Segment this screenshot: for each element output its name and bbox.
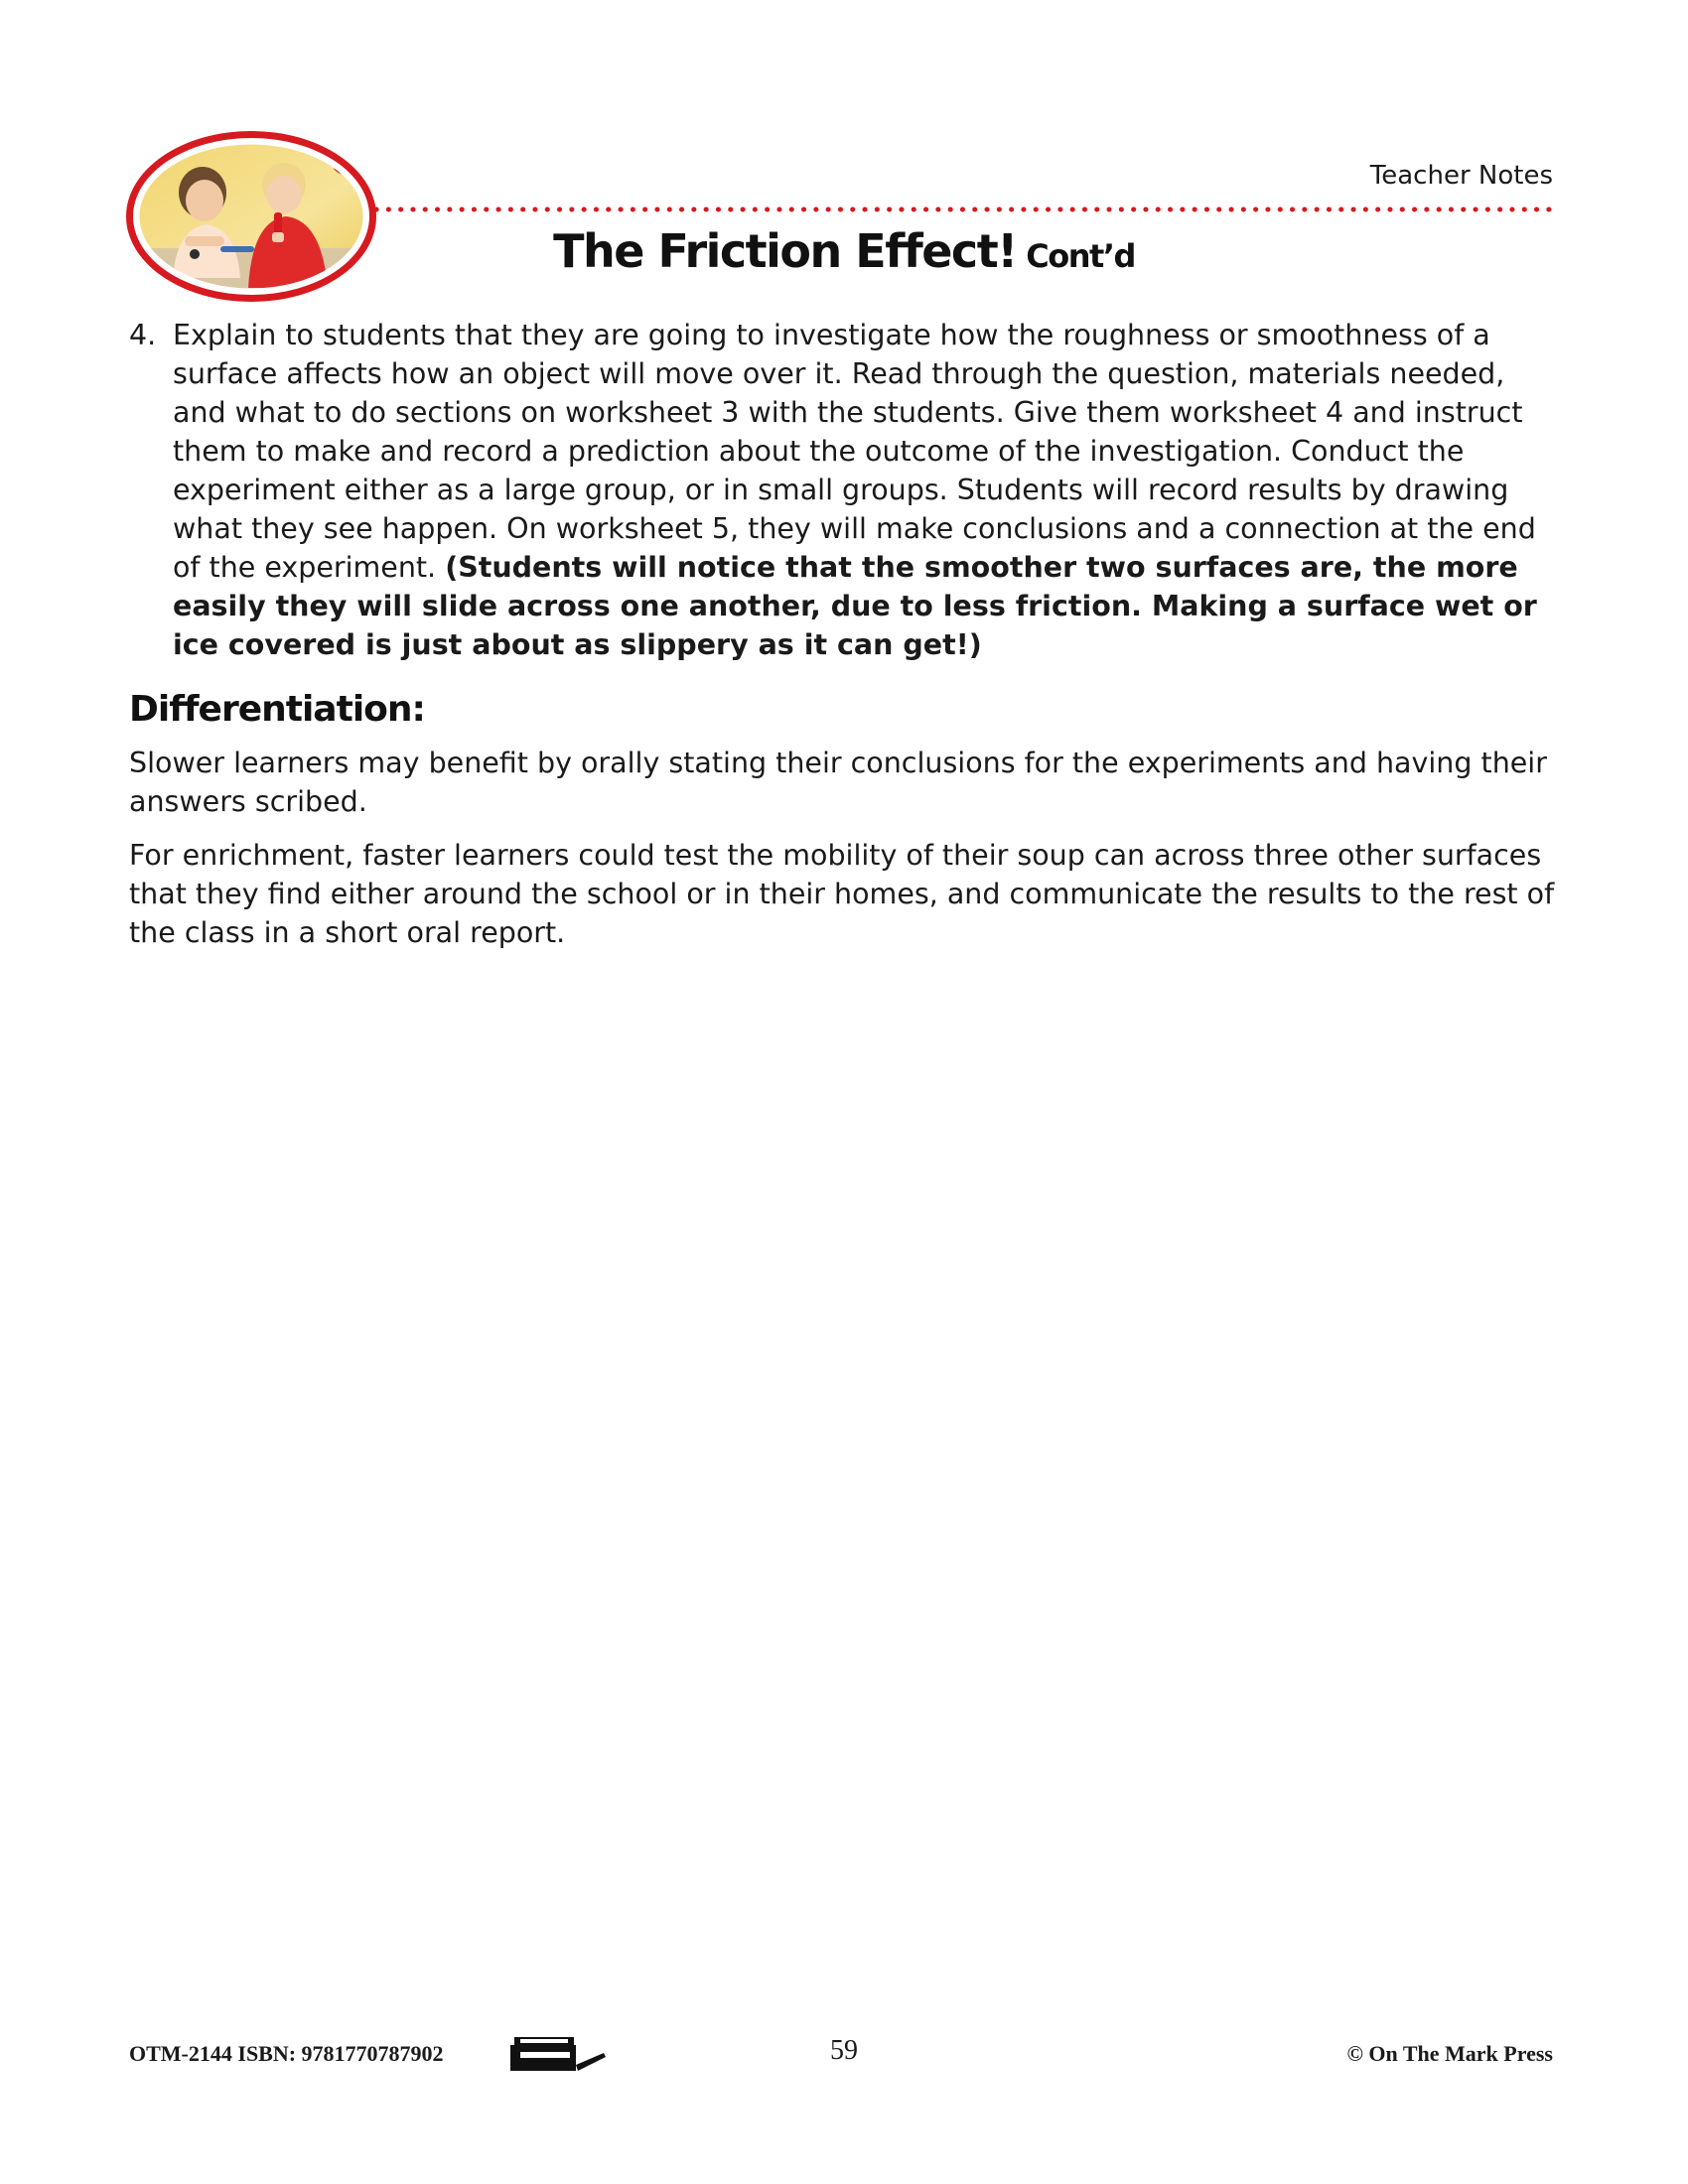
page-title-suffix: Cont’d xyxy=(1026,237,1135,275)
page-title-main: The Friction Effect! xyxy=(553,224,1017,278)
page-number: 59 xyxy=(830,2035,858,2066)
copyright: © On The Mark Press xyxy=(1346,2041,1553,2066)
page-footer xyxy=(0,2035,1688,2075)
differentiation-paragraph: For enrichment, faster learners could test the mobility of their soup can across three other surfaces that they find either around the school or in their homes, and communicate the results to the rest of the class in a short oral report. xyxy=(129,839,1555,949)
step-bold-note: (Students will notice that the smoother two surfaces are, the more easily they will slide across one another, due to less friction. Making a surface wet or ice covered is just about as slippery as it can get!) xyxy=(173,551,1537,661)
instruction-step xyxy=(129,316,1559,664)
page-title xyxy=(0,224,1688,278)
dotted-divider xyxy=(373,205,1555,213)
step-text: Explain to students that they are going to investigate how the roughness or smoothness of a surface affects how an object will move over it. Read through the question, materials needed, and what to do sections on worksheet 3 with the students. Give them worksheet 4 and instruct them to make and record a prediction about the outcome of the investigation. Conduct the experiment either as a large group, or in small groups. Students will record results by drawing what they see happen. On worksheet 5, they will make conclusions and a connection at the end of the experiment. xyxy=(173,319,1536,584)
step-body xyxy=(173,316,1559,664)
differentiation-paragraph: Slower learners may benefit by orally stating their conclusions for the experiments and having their answers scribed. xyxy=(129,747,1547,818)
differentiation-heading: Differentiation: xyxy=(129,689,425,730)
section-label: Teacher Notes xyxy=(1369,161,1553,191)
product-code: OTM-2144 ISBN: 9781770787902 xyxy=(129,2041,444,2066)
step-number: 4. xyxy=(129,319,157,351)
